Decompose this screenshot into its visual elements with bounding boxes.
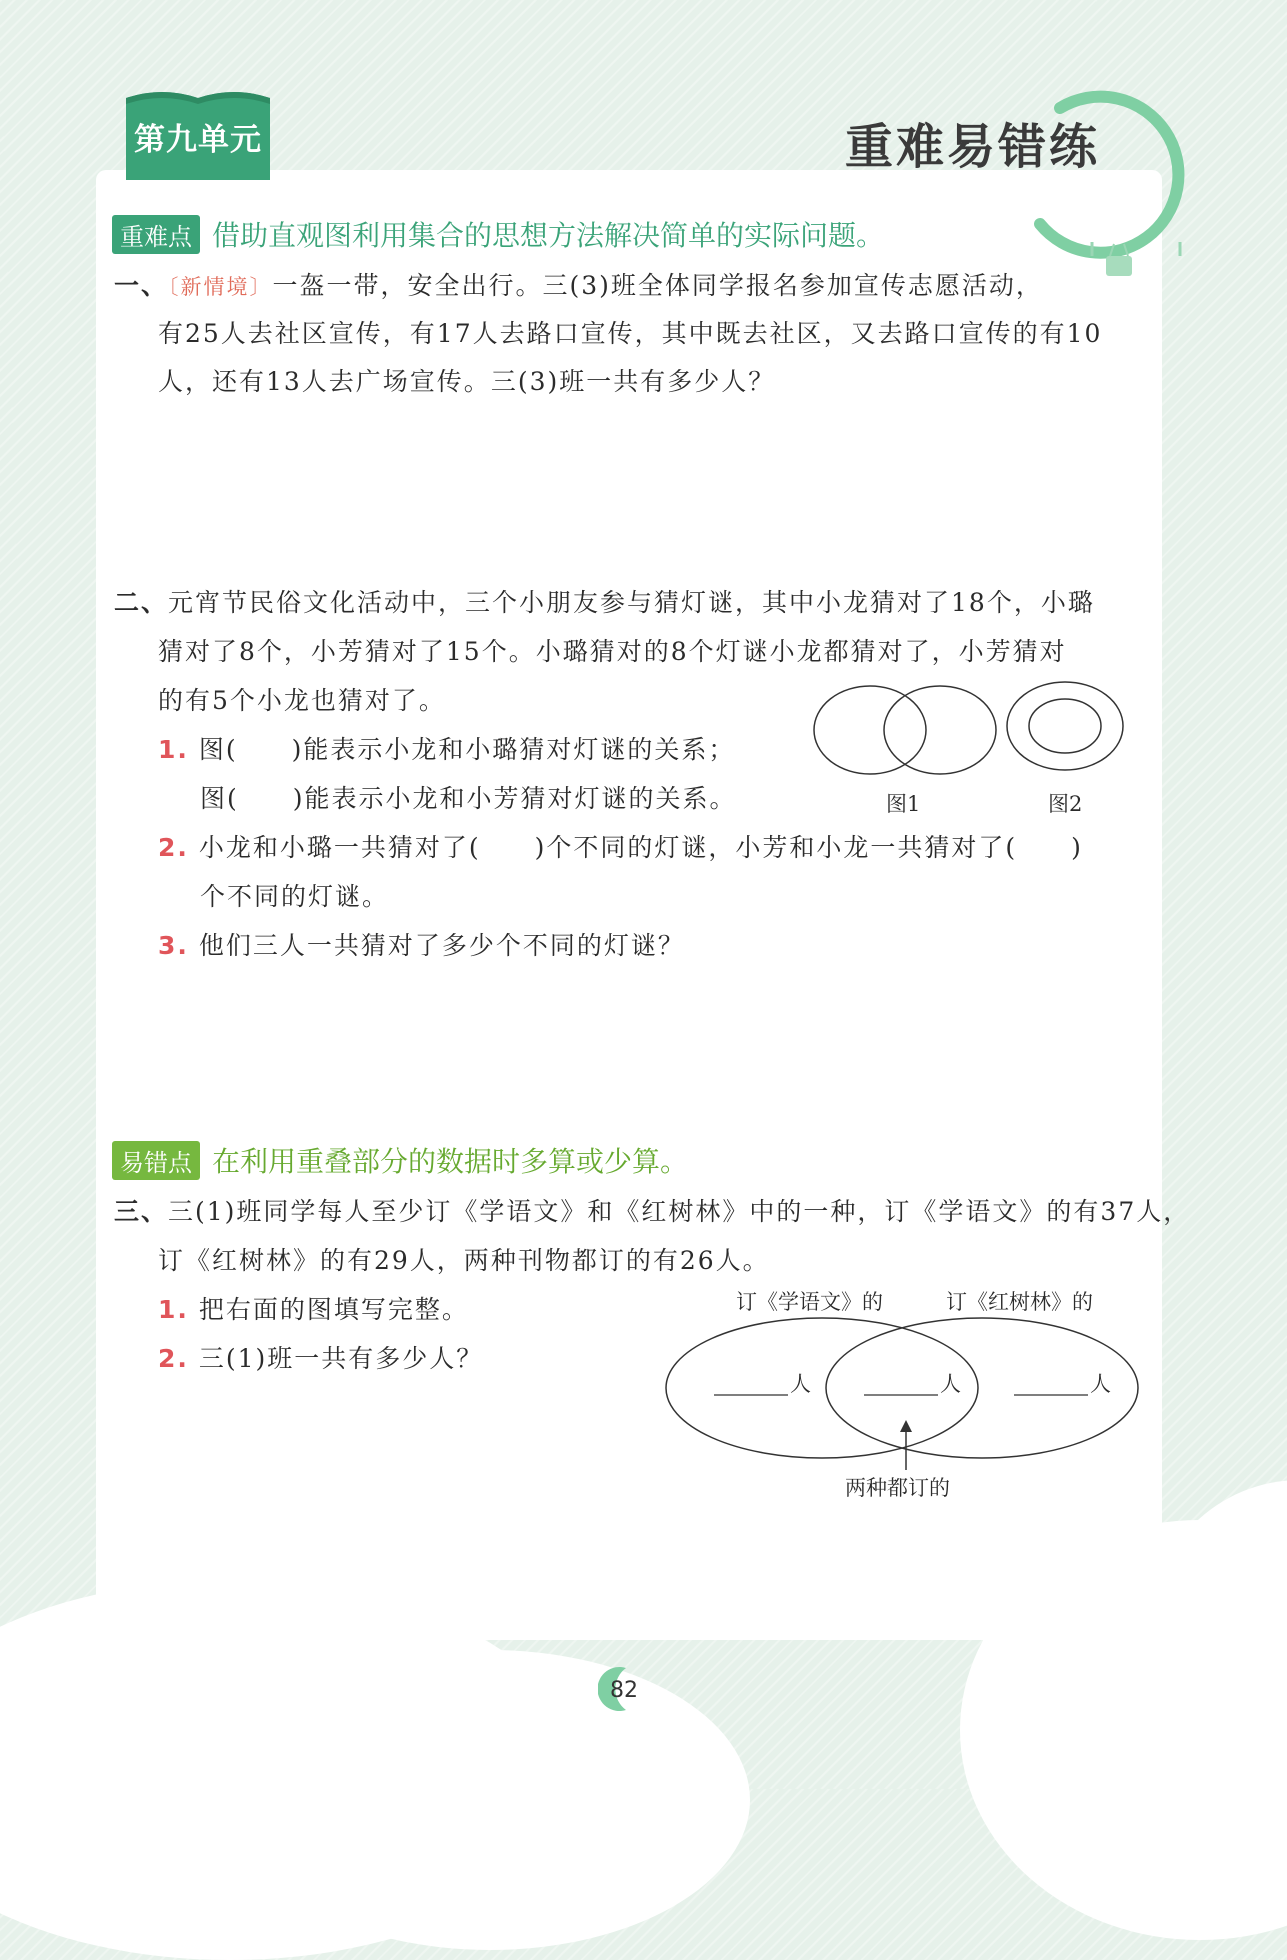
question-number: 一、: [114, 271, 169, 300]
question-number: 三、: [114, 1197, 169, 1226]
question-text: 三(1)班同学每人至少订《学语文》和《红树林》中的一种，订《学语文》的有37人，: [168, 1197, 1191, 1226]
question-2-sub-3: [158, 926, 685, 962]
question-1-line-1: [114, 266, 1043, 302]
figure-2-label: 图2: [1048, 792, 1083, 816]
figure-2-nested-circles: [1007, 682, 1123, 770]
page-title: 重难易错练: [845, 119, 1101, 175]
cloud-decoration: [230, 1650, 750, 1950]
question-2-line-1: [114, 583, 1095, 619]
page-number: 82: [610, 1678, 638, 1703]
sub-question-number: 3.: [158, 931, 189, 960]
unit-label: 第九单元: [134, 122, 262, 158]
question-3-sub-2: [158, 1339, 483, 1375]
question-3-sub-1: [158, 1290, 469, 1326]
key-point-tag: 重难点: [112, 215, 200, 254]
section-heading-key-difficulty: [112, 214, 884, 254]
figure-1-label: 图1: [886, 792, 921, 816]
venn-right-label: 订《红树林》的: [946, 1290, 1093, 1314]
figure-1-overlapping-circles: [814, 686, 996, 774]
sub-question-number: 2.: [158, 1344, 189, 1373]
question-2-sub-2-line-2: 个不同的灯谜。: [200, 882, 390, 911]
question-2-sub-2-line-1: [158, 828, 1083, 864]
section-heading-text: 借助直观图利用集合的思想方法解决简单的实际问题。: [212, 219, 885, 252]
sub-question-text: 小龙和小璐一共猜对了( )个不同的灯谜，小芳和小龙一共猜对了( ): [198, 833, 1083, 862]
balloon-icon: [1030, 84, 1210, 284]
section-heading-text: 在利用重叠部分的数据时多算或少算。: [212, 1145, 689, 1178]
context-tag: 〔新情境〕: [168, 275, 273, 299]
mistake-point-tag: 易错点: [112, 1141, 200, 1180]
question-3-line-1: [114, 1192, 1190, 1228]
question-1-line-3: 人，还有13人去广场宣传。三(3)班一共有多少人？: [158, 367, 776, 396]
question-number: 二、: [114, 588, 169, 617]
sub-question-text: 三(1)班一共有多少人？: [198, 1344, 484, 1373]
unit-tab: [122, 84, 274, 180]
question-text: 一盔一带，安全出行。三(3)班全体同学报名参加宣传志愿活动，: [272, 271, 1043, 300]
question-2-line-2: 猜对了8个，小芳猜对了15个。小璐猜对的8个灯谜小龙都猜对了，小芳猜对: [158, 637, 1067, 666]
venn-right-blank-unit[interactable]: 人: [1090, 1372, 1111, 1396]
section-heading-common-mistake: [112, 1140, 688, 1180]
sub-question-text: 图( )能表示小龙和小璐猜对灯谜的关系；: [198, 735, 736, 764]
venn-left-label: 订《学语文》的: [736, 1290, 883, 1314]
venn-both-label: 两种都订的: [845, 1476, 950, 1500]
sub-question-number: 1.: [158, 735, 189, 764]
question-text: 元宵节民俗文化活动中，三个小朋友参与猜灯谜，其中小龙猜对了18个，小璐: [168, 588, 1095, 617]
venn-left-blank-unit[interactable]: 人: [790, 1372, 811, 1396]
venn-middle-blank-unit[interactable]: 人: [940, 1372, 961, 1396]
sub-question-number: 2.: [158, 833, 189, 862]
question-2-sub-1-line-1: [158, 730, 735, 766]
sub-question-text: 他们三人一共猜对了多少个不同的灯谜？: [198, 931, 685, 960]
venn-figures: [810, 680, 1130, 780]
question-2-line-3: 的有5个小龙也猜对了。: [158, 686, 446, 715]
question-1-line-2: 有25人去社区宣传，有17人去路口宣传，其中既去社区，又去路口宣传的有10: [158, 319, 1103, 348]
question-2-sub-1-line-2: 图( )能表示小龙和小芳猜对灯谜的关系。: [200, 784, 737, 813]
sub-question-number: 1.: [158, 1295, 189, 1324]
question-3-line-2: 订《红树林》的有29人，两种刊物都订的有26人。: [158, 1246, 770, 1275]
sub-question-text: 把右面的图填写完整。: [198, 1295, 469, 1324]
